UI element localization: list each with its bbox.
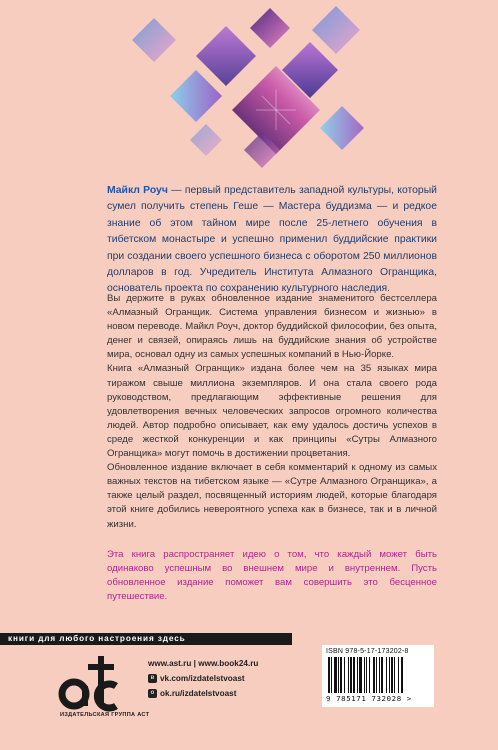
book-description — [107, 292, 437, 532]
slogan-bar: книги для любого настроения здесь — [0, 633, 292, 645]
description-paragraph-3: Обновленное издание включает в себя комментарий к одному из самых важных текстов на тибетском языке — «Сутре Алмазного Огранщика», а также целый раздел, посвященный историям людей, которые благодаря этой книге добились невероятного успеха как в бизнесе, так и в личной жизни. — [107, 462, 437, 530]
publisher-links — [148, 656, 258, 701]
isbn-number: ISBN 978-5-17-173202-8 — [326, 648, 409, 655]
logo-text: ACT — [54, 652, 56, 653]
publisher-name: ИЗДАТЕЛЬСКАЯ ГРУППА АСТ — [60, 712, 150, 718]
website-link[interactable]: www.ast.ru | www.book24.ru — [148, 659, 259, 668]
author-bio — [107, 183, 437, 298]
description-paragraph-2: Книга «Алмазный Огранщик» издана более чем на 35 языках мира тиражом свыше миллиона экземпляров. И она стала своего рода руководством, предлагающим эффективные решения для удовлетворения вечных человеческих запросов огромного количества людей. Автор подробно описывает, как ему удалось достичь успехов в среде жесткой конкуренции и как принципы «Сутры Алмазного Огранщика» могут помочь в достижении процветания. — [107, 363, 437, 460]
description-paragraph-1: Вы держите в руках обновленное издание знаменитого бестселлера «Алмазный Огранщик. Система управления бизнесом и жизнью» в новом переводе. Майкл Роуч, доктор буддийской философии, без опыта, денег и связей, опираясь лишь на буддийские знания об устройстве мира, основал одну из самых успешных компаний в Нью-Йорке. — [107, 293, 437, 361]
barcode-icon — [326, 657, 430, 693]
ok-link[interactable]: ok.ru/izdatelstvoast — [160, 689, 237, 698]
vk-icon: в — [148, 674, 157, 683]
author-bio-text: — первый представитель западной культуры, который сумел получить степень Геше — Мастера буддизма — и редкое знание об этом тайном мире после 25-летнего обучения в тибетском монастыре и успешно применил буддийские практики при создании своего успешного бизнеса с оборотом 250 миллионов долларов в год. Учредитель Института Алмазного Огранщика, основатель проекта по сохранению культурного наследия. — [107, 185, 437, 295]
barcode-digits: 9 785171 732028 > — [326, 694, 412, 703]
closing-statement: Эта книга распространяет идею о том, что каждый может быть одинаково успешным во внешнем мире и внутреннем. Пусть обновленное издание поможет вам совершить это бесценное путешествие. — [107, 549, 437, 603]
author-name: Майкл Роуч — [107, 185, 168, 196]
cover-diamond-collage — [0, 0, 498, 180]
barcode-box — [322, 645, 434, 707]
vk-link[interactable]: vk.com/izdatelstvoast — [160, 674, 245, 683]
ok-icon: о — [148, 689, 157, 698]
